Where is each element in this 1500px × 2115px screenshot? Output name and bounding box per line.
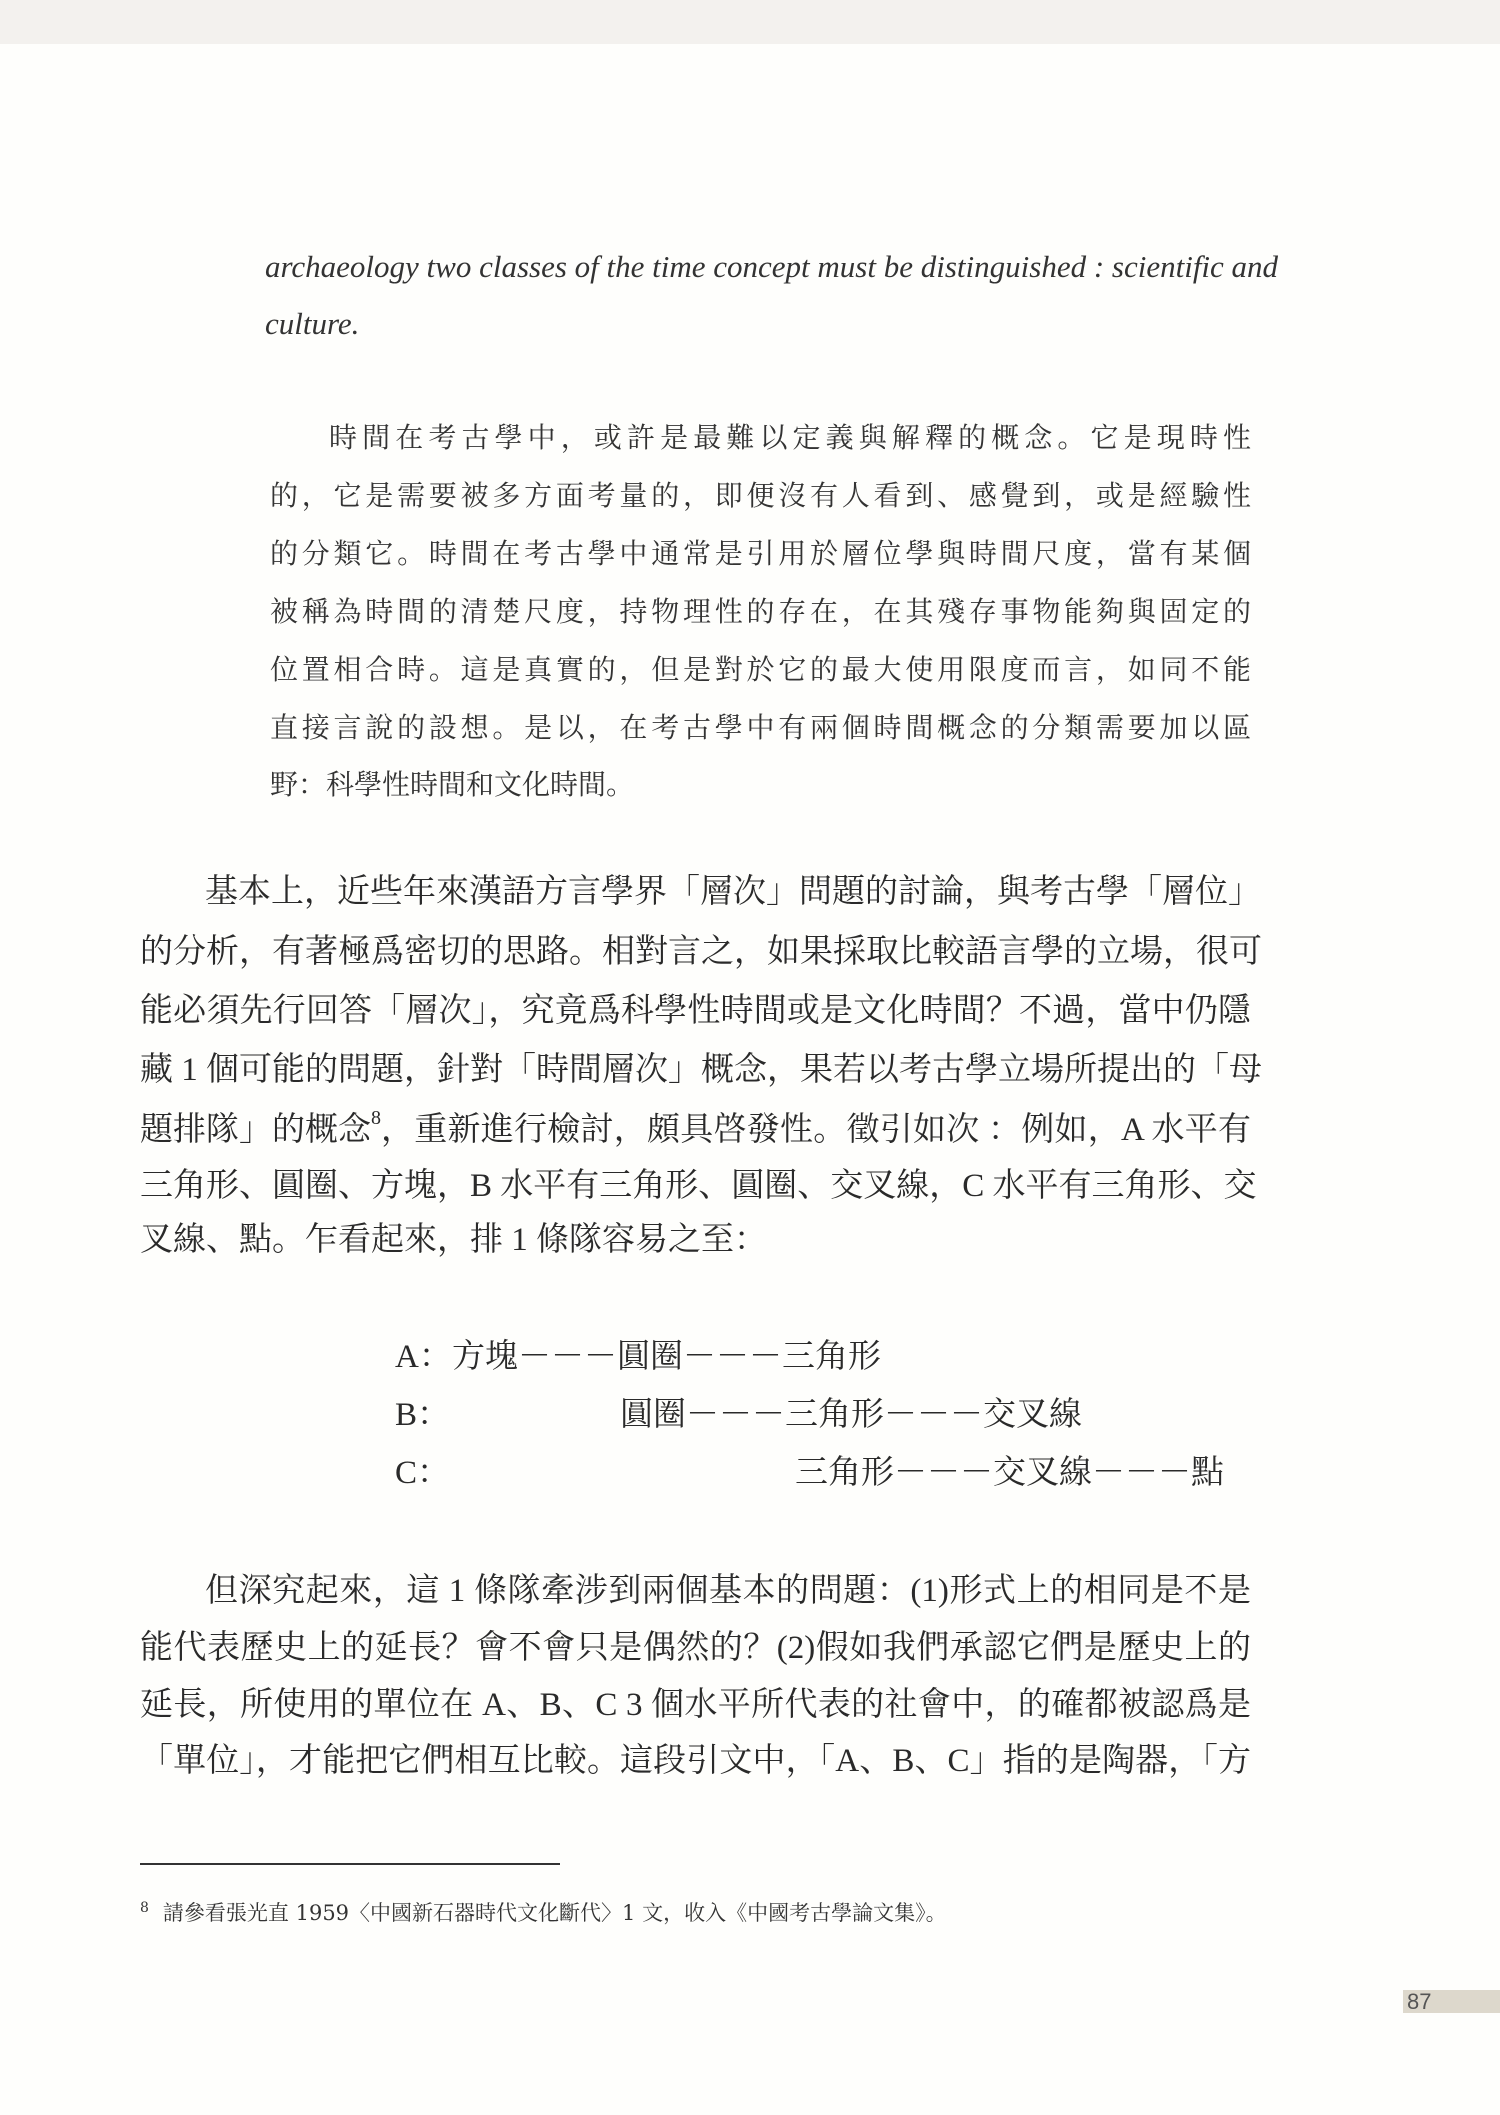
paragraph-line: 延長，所使用的單位在 A、B、C 3 個水平所代表的社會中，的確都被認爲是 [140, 1687, 1251, 1723]
quote-line: 被稱為時間的清楚尺度，持物理性的存在，在其殘存事物能夠與固定的 [270, 595, 1251, 628]
footnote-divider [140, 1863, 560, 1865]
quote-line: 直接言說的設想。是以，在考古學中有兩個時間概念的分類需要加以區 [270, 711, 1251, 744]
paragraph-line: 三角形、圓圈、方塊，B 水平有三角形、圓圈、交叉線，C 水平有三角形、交 [140, 1168, 1257, 1204]
scan-top-band [0, 0, 1500, 44]
scheme-label: C： [395, 1455, 451, 1491]
quote-line: 時間在考古學中，或許是最難以定義與解釋的概念。它是現時性 [329, 421, 1251, 454]
paragraph-line: 藏 1 個可能的問題，針對「時間層次」概念，果若以考古學立場所提出的「母 [140, 1052, 1262, 1088]
footnote-ref[interactable]: 8 [371, 1107, 381, 1129]
quote-line: 的分類它。時間在考古學中通常是引用於層位學與時間尺度，當有某個 [270, 537, 1251, 570]
quote-line: 的，它是需要被多方面考量的，即便沒有人看到、感覺到，或是經驗性 [270, 479, 1251, 512]
paragraph-line: 能代表歷史上的延長？會不會只是偶然的？(2)假如我們承認它們是歷史上的 [140, 1630, 1251, 1666]
footnote-text: 請參看張光直 1959〈中國新石器時代文化斷代〉1 文，收入《中國考古學論文集》。 [162, 1901, 947, 1925]
paragraph-line: 基本上，近些年來漢語方言學界「層次」問題的討論，與考古學「層位」 [205, 874, 1261, 910]
paragraph-line: 叉線、點。乍看起來，排 1 條隊容易之至： [140, 1222, 767, 1258]
scheme-sequence: 圓圈－－－三角形－－－交叉線 [620, 1397, 1082, 1433]
paragraph-line: 但深究起來，這 1 條隊牽涉到兩個基本的問題：(1)形式上的相同是不是 [205, 1573, 1251, 1609]
page-number: 87 [1403, 1990, 1500, 2013]
paragraph-text: ，重新進行檢討，頗具啓發性。徵引如次 ：例如，A 水平有 [381, 1112, 1251, 1148]
english-quote-line: archaeology two classes of the time concept must be distinguished : scientific and [265, 249, 1279, 284]
scheme-label: A： [395, 1339, 452, 1375]
scheme-sequence: 方塊－－－圓圈－－－三角形 [452, 1339, 881, 1375]
paragraph-line: 的分析，有著極爲密切的思路。相對言之，如果採取比較語言學的立場，很可 [140, 934, 1262, 970]
paragraph-line: 能必須先行回答「層次」，究竟爲科學性時間或是文化時間？不過，當中仍隱 [140, 993, 1251, 1029]
paragraph-line: 「單位」，才能把它們相互比較。這段引文中，「A、B、C」指的是陶器，「方 [140, 1743, 1251, 1779]
scheme-label: B： [395, 1397, 451, 1433]
english-quote-line: culture. [265, 306, 360, 341]
quote-line: 位置相合時。這是真實的，但是對於它的最大使用限度而言，如同不能 [270, 653, 1251, 686]
footnote [140, 1893, 947, 1928]
quote-line: 野：科學性時間和文化時間。 [270, 768, 635, 801]
footnote-number: 8 [140, 1900, 149, 1916]
paragraph-line [140, 1108, 1251, 1152]
paragraph-text: 題排隊」的概念 [140, 1112, 371, 1148]
scheme-sequence: 三角形－－－交叉線－－－點 [795, 1455, 1224, 1491]
